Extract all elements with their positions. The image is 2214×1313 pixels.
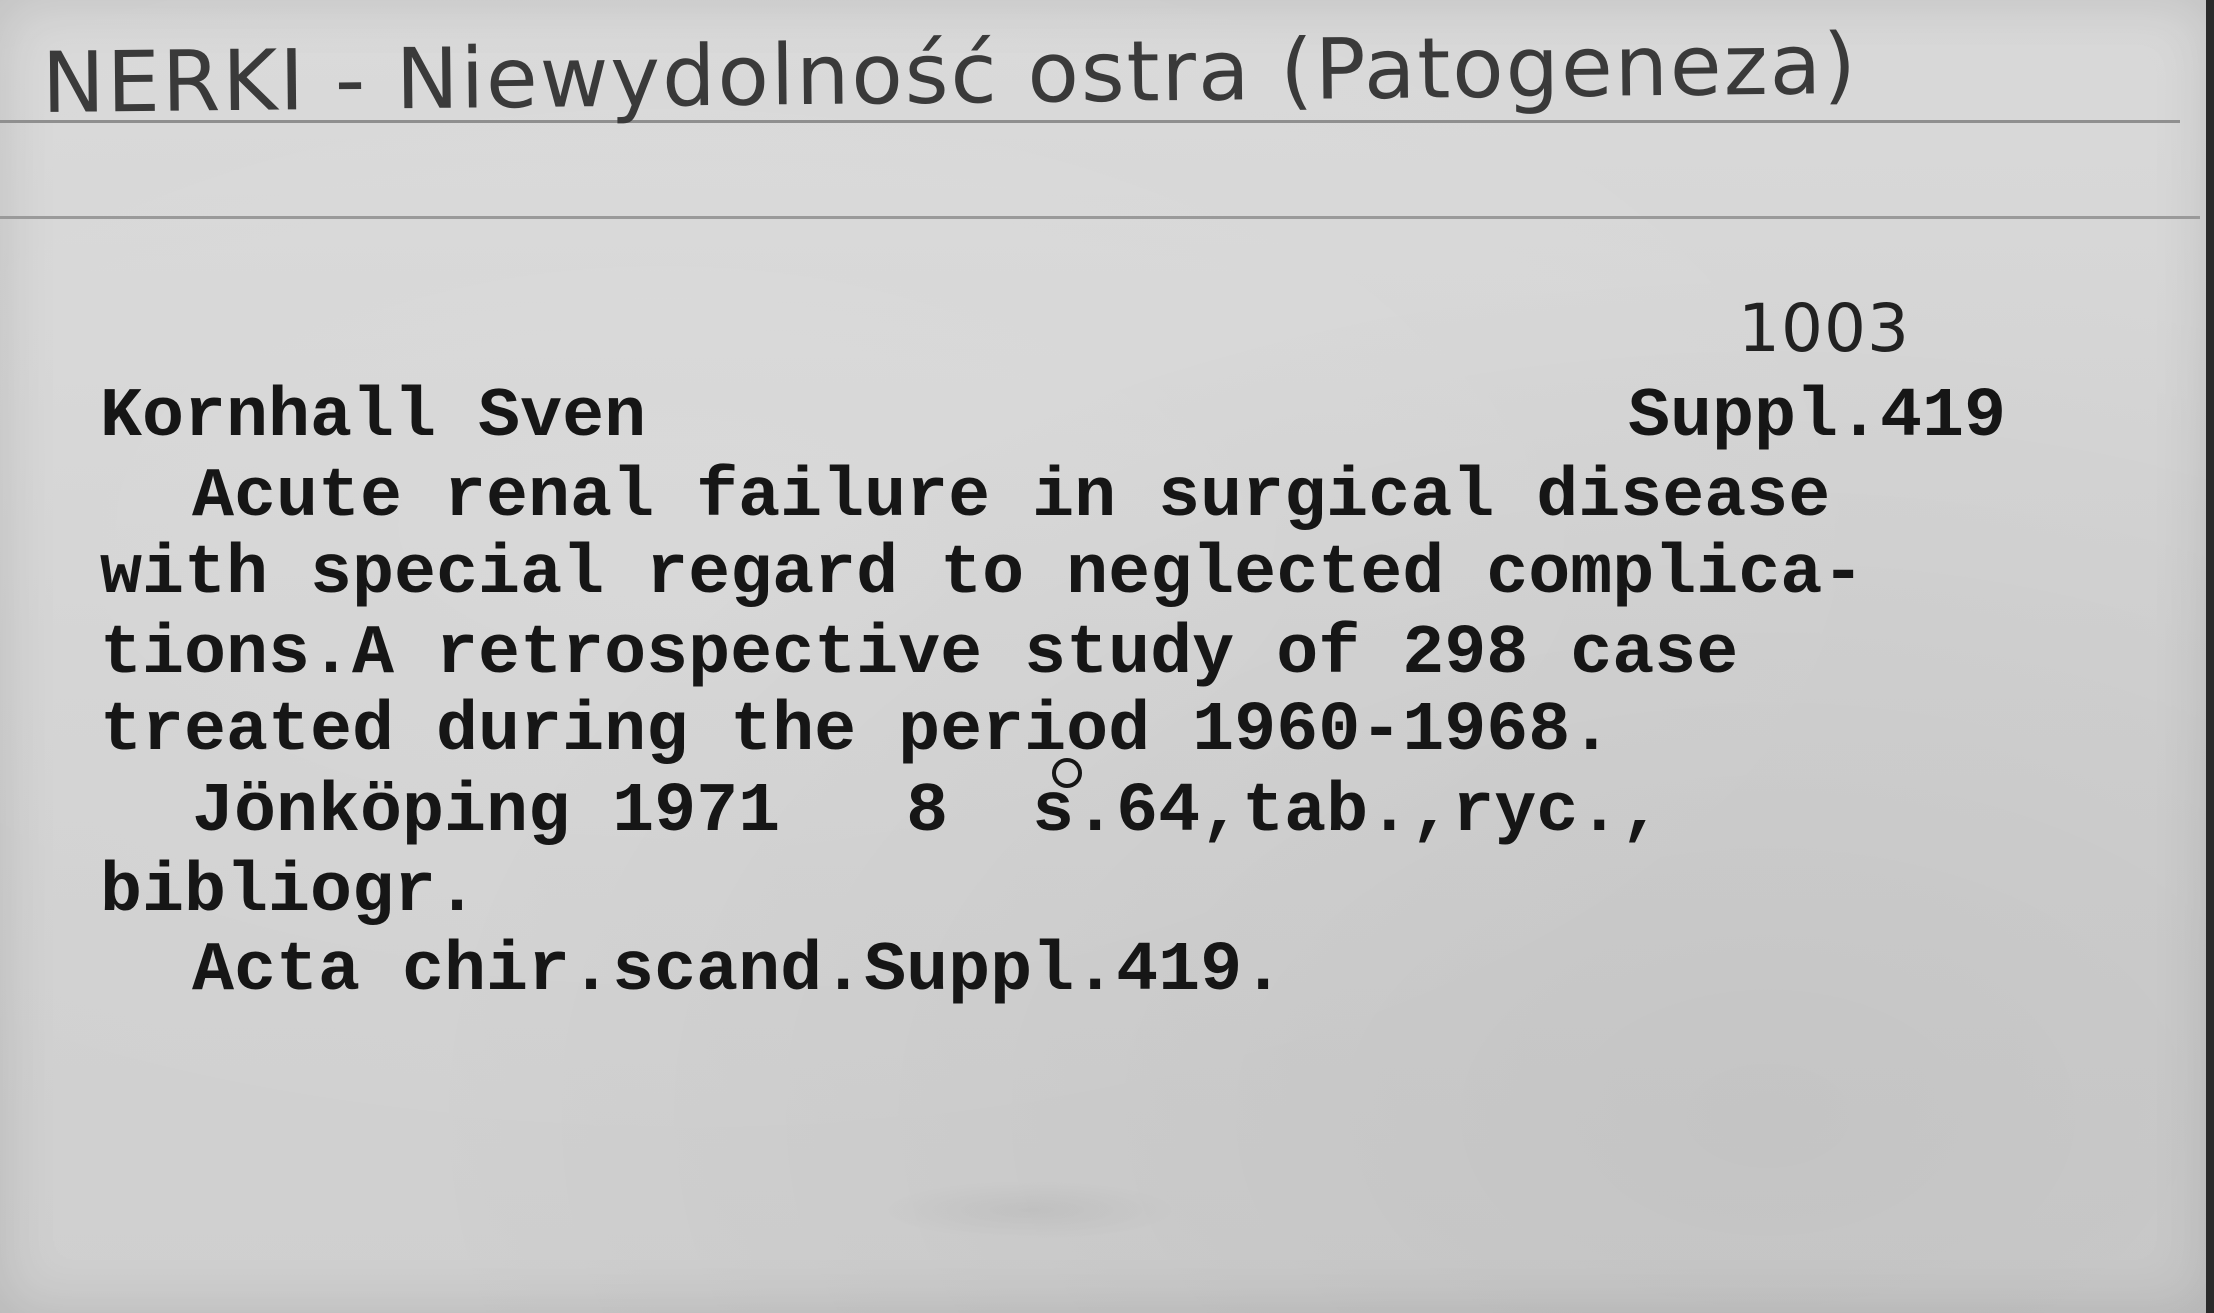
imprint-line: Jönköping 1971 8 s.64,tab.,ryc., bbox=[192, 773, 1663, 852]
series-note: Acta chir.scand.Suppl.419. bbox=[192, 932, 1285, 1011]
card-number: 1003 bbox=[1738, 290, 1910, 367]
scan-edge bbox=[2206, 0, 2214, 1313]
card-header-rule bbox=[0, 216, 2200, 219]
series-suppl-right: Suppl.419 bbox=[1628, 378, 2007, 457]
title-line-4: treated during the period 1960-1968. bbox=[100, 692, 1613, 771]
title-line-3: tions.A retrospective study of 298 case bbox=[100, 615, 1739, 694]
author-line: Kornhall Sven bbox=[100, 378, 647, 457]
paper-smudge bbox=[880, 1180, 1180, 1240]
octavo-degree-mark bbox=[1052, 758, 1082, 788]
imprint-line-2: bibliogr. bbox=[100, 853, 479, 932]
title-line-2: with special regard to neglected complica- bbox=[100, 535, 1865, 614]
title-line-1: Acute renal failure in surgical disease bbox=[192, 458, 1831, 537]
handwritten-subject-heading: NERKI - Niewydolność ostra (Patogeneza) bbox=[41, 14, 1859, 132]
